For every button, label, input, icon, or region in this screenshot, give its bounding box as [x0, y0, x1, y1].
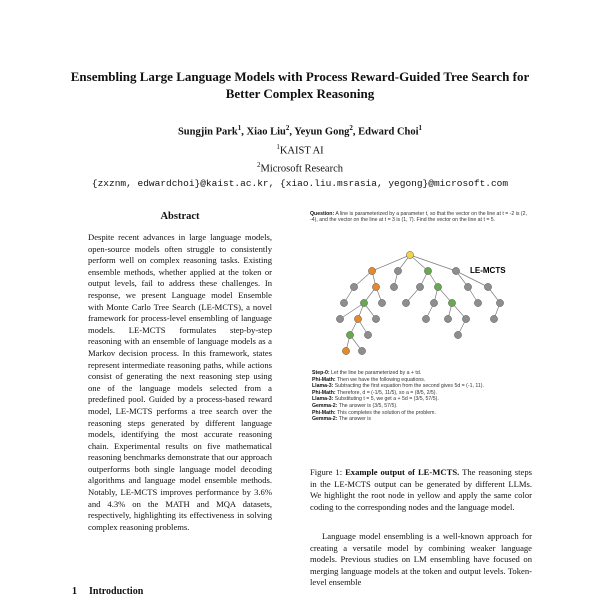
author-name: Sungjin Park [177, 126, 238, 138]
step-line: Phi-Math: This completes the solution of the problem. [312, 409, 436, 416]
search-tree-diagram [310, 249, 532, 367]
step-line: Step-0: Let the line be parameterized by a + td. [312, 370, 422, 376]
tree-node [346, 331, 353, 338]
tree-node [394, 267, 401, 274]
paper-title: Ensembling Large Language Models with Process Reward-Guided Tree Search for Better Complex Reasoning [70, 69, 530, 101]
author-emails: {zxznm, edwardchoi}@kaist.ac.kr, {xiao.liu.msrasia, yegong}@microsoft.com [91, 177, 509, 189]
step-line: Gemma-2: The answer is (3/5, 57/5). [312, 402, 398, 409]
tree-node [390, 283, 397, 290]
tree-edge [410, 255, 456, 271]
tree-node [464, 283, 471, 290]
section-number: 1 [72, 586, 77, 597]
step-line: Phi-Math: Then we have the following equations. [312, 376, 426, 383]
tree-node [416, 283, 423, 290]
affiliation: $^1$KAIST AI [276, 142, 324, 156]
tree-node [342, 347, 349, 354]
step-line: Gemma-2: The answer is [312, 416, 372, 423]
author-name: Xiao Liu [246, 126, 286, 138]
tree-node [358, 347, 365, 354]
affiliation: $^2$Microsoft Research [256, 161, 343, 175]
author-line: Sungjin Park$^1$, Xiao Liu$^2$, Yeyun Gong$^2$, Edward Choi$^1$ [177, 124, 423, 138]
tree-node [490, 315, 497, 322]
abstract-heading: Abstract [160, 211, 200, 222]
tree-node [368, 267, 375, 274]
tree-node [360, 299, 367, 306]
tree-node [364, 331, 371, 338]
figure-caption: Figure 1: Example output of LE-MCTS. The reasoning steps in the LE-MCTS output can be generated by different LLMs. We highlight the root node in yellow and apply the same color coding to the corresponding nodes and the language model. [310, 467, 532, 512]
tree-node [422, 315, 429, 322]
figure-steps [312, 370, 532, 423]
tree-node [340, 299, 347, 306]
tree-node [350, 283, 357, 290]
author-name: Edward Choi [358, 126, 419, 138]
tree-node [448, 299, 455, 306]
tree-node [372, 315, 379, 322]
tree-node [336, 315, 343, 322]
author-name: Yeyun Gong [294, 126, 350, 138]
tree-node [444, 315, 451, 322]
tree-node [454, 331, 461, 338]
section-title: Introduction [89, 586, 144, 597]
figure-question: Question: A line is parameterized by a parameter t, so that the vector on the line at t = -2 is (2, -4), and the vector on the line at t = 3 is (1, 7). Find the vector on the line at t = 5. [310, 211, 527, 224]
tree-node [484, 283, 491, 290]
tree-node [474, 299, 481, 306]
step-line: Llama-3: Subtracting the first equation from the second gives 5d = (-1, 11). [312, 383, 484, 390]
author-block [60, 121, 540, 191]
tree-node [424, 267, 431, 274]
intro-paragraph: Language model ensembling is a well-known approach for creating a versatile model by combining weaker language models. Previous studies on LM ensembling have focused on merging language models at the token and output levels. Token-level ensemble [310, 531, 532, 588]
tree-label: LE-MCTS [470, 266, 506, 275]
tree-node [372, 283, 379, 290]
tree-root-node [406, 251, 413, 258]
step-line: Llama-3: Substituting t = 5, we get a + 5d = (3/5, 57/5). [312, 396, 439, 403]
section-heading [72, 586, 155, 597]
tree-node [402, 299, 409, 306]
abstract-body [88, 232, 272, 533]
tree-node [462, 315, 469, 322]
tree-node [354, 315, 361, 322]
abstract-text: Despite recent advances in large language models, open-source models often struggle to consistently perform well on complex reasoning tasks. Existing ensemble methods, whether applied at the token or output levels, fail to address these challenges. In response, we present Language model Ensemble with Monte Carlo Tree Search (LE-MCTS), a novel framework for process-level ensembling of language models. LE-MCTS formulates step-by-step reasoning with an ensemble of language models as a Markov decision process. In this framework, states represent intermediate reasoning paths, while actions consist of generating the next reasoning step using one of the language models selected from a predefined pool. Guided by a process-based reward model, LE-MCTS performs a tree search over the reasoning steps generated by different language models, identifying the most accurate reasoning chain. Experimental results on five mathematical reasoning benchmarks demonstrate that our approach outperforms both single language model decoding algorithms and language model ensemble methods. Notably, LE-MCTS improves performance by 3.6% and 4.3% on the MATH and MQA datasets, respectively, highlighting its effectiveness in solving complex reasoning problems. [88, 232, 272, 532]
tree-node [378, 299, 385, 306]
step-line: Phi-Math: Therefore, d = (-1/5, 11/5), so a = (8/5, 2/5). [312, 389, 437, 396]
tree-node [496, 299, 503, 306]
tree-node [430, 299, 437, 306]
tree-node [434, 283, 441, 290]
tree-node [452, 267, 459, 274]
